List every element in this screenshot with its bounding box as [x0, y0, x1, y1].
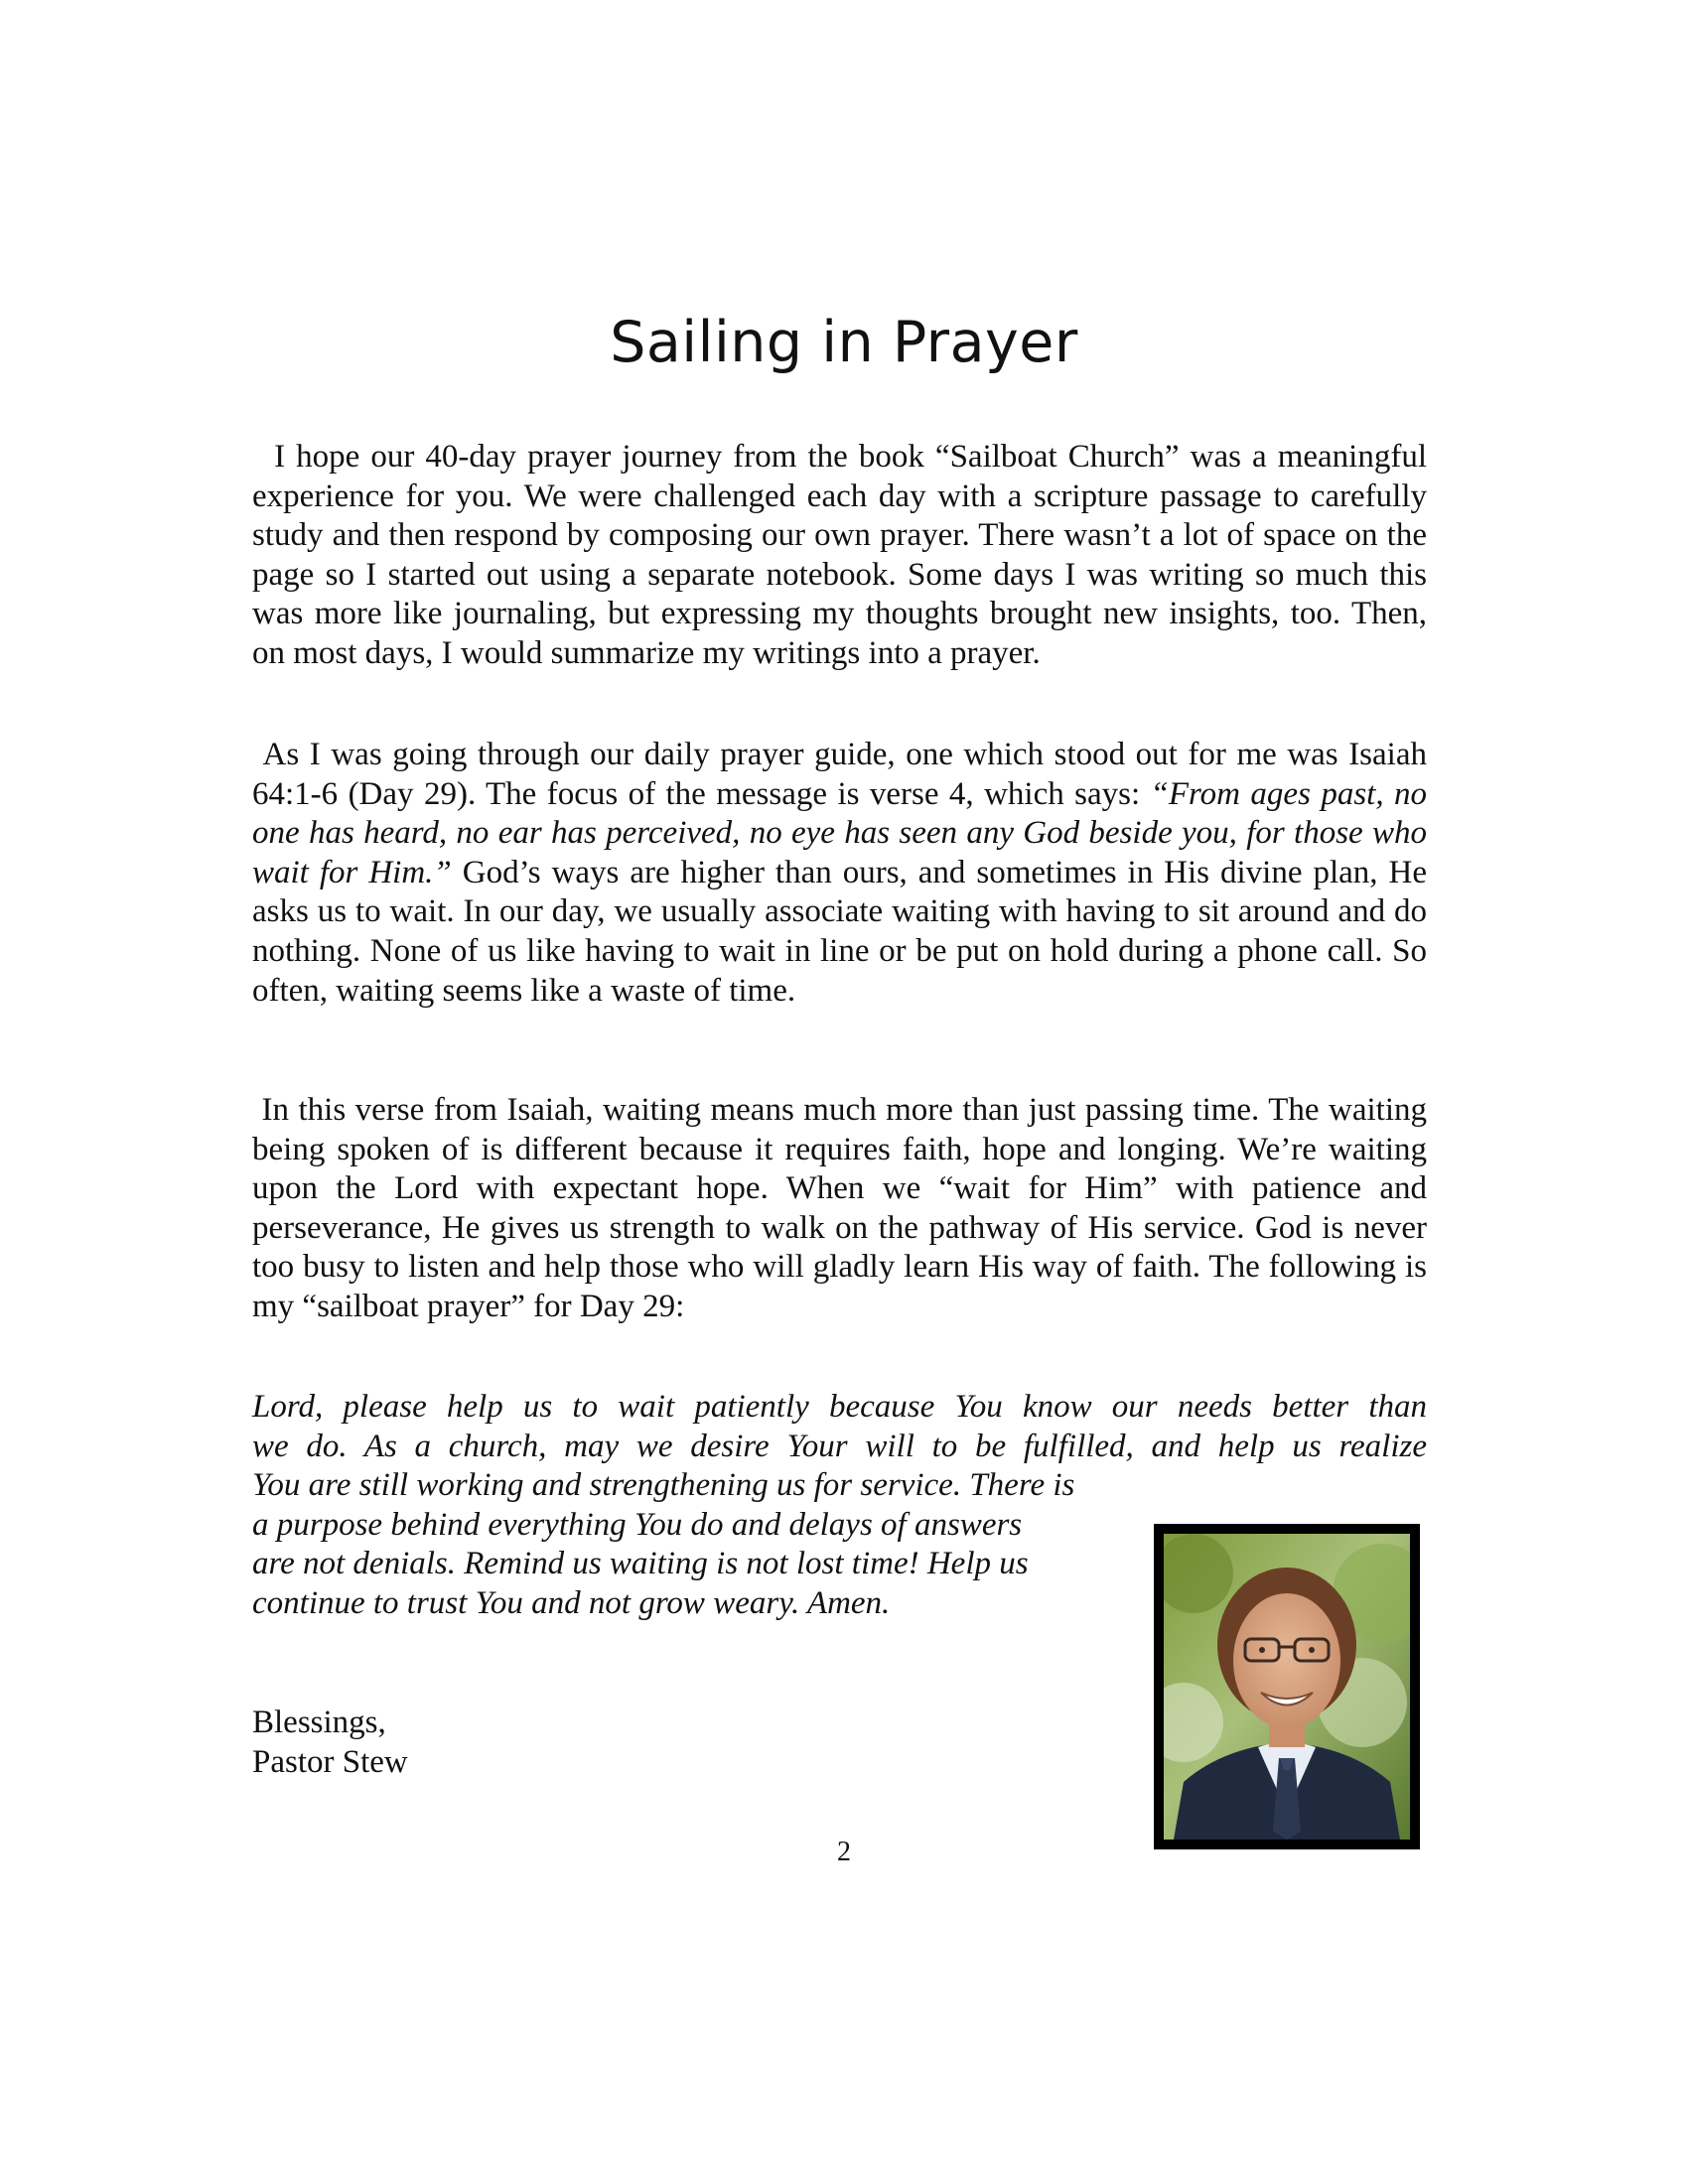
author-name: Pastor Stew — [252, 1744, 408, 1780]
closing-text: Blessings, — [252, 1705, 386, 1740]
paragraph-intro: I hope our 40-day prayer journey from the book “Sailboat Church” was a meaningful experience for you. We were challenged each day with a scripture passage to carefully study and then respond by composing our own prayer. There wasn’t a lot of space on the page so I started out using a separate notebook. Some days I was writing so much this was more like journaling, but expressing my thoughts brought new insights, too. Then, on most days, I would summarize my writings into a prayer. — [252, 439, 1427, 671]
prayer-line: a purpose behind everything You do and delays of answers — [252, 1506, 1023, 1543]
signoff — [252, 1703, 408, 1782]
pastor-photo — [1154, 1524, 1420, 1849]
page-number: 2 — [837, 1837, 851, 1867]
scripture-quote: “From ages past, no one has heard, no ear has perceived, no eye has seen any God beside you, for those who wait for Him.” — [252, 775, 1427, 890]
prayer-line: continue to trust You and not grow weary. Amen. — [252, 1584, 891, 1621]
paragraph-waiting: In this verse from Isaiah, waiting means much more than just passing time. The waiting being spoken of is different because it requires faith, hope and longing. We’re waiting upon the Lord with expectant hope. When we “wait for Him” with patience and perseverance, He gives us strength to walk on the pathway of His service. God is never too busy to listen and help those who will gladly learn His way of faith. The following is my “sailboat prayer” for Day 29: — [252, 1092, 1427, 1324]
prayer-line: we do. As a church, may we desire Your will to be fulfilled, and help us realize — [252, 1428, 1427, 1464]
prayer-line: You are still working and strengthening us for service. There is — [252, 1467, 1075, 1504]
prayer-line: are not denials. Remind us waiting is not lost time! Help us — [252, 1546, 1029, 1582]
paragraph-isaiah — [252, 736, 1427, 1011]
paragraph-isaiah-intro: As I was going through our daily prayer guide, one which stood out for me was Isaiah 64:1-6 (Day 29). The focus of the message is verse 4, which says: — [252, 737, 1427, 812]
prayer-line: Lord, please help us to wait patiently because You know our needs better than — [252, 1389, 1427, 1425]
paragraph-isaiah-rest: God’s ways are higher than ours, and sometimes in His divine plan, He asks us to wait. In our day, we usually associate waiting with having to sit around and do nothing. None of us like having to wait in line or be put on hold during a phone call. So often, waiting seems like a waste of time. — [252, 854, 1427, 1009]
page-title: Sailing in Prayer — [610, 310, 1078, 375]
portrait-image — [1164, 1534, 1410, 1840]
